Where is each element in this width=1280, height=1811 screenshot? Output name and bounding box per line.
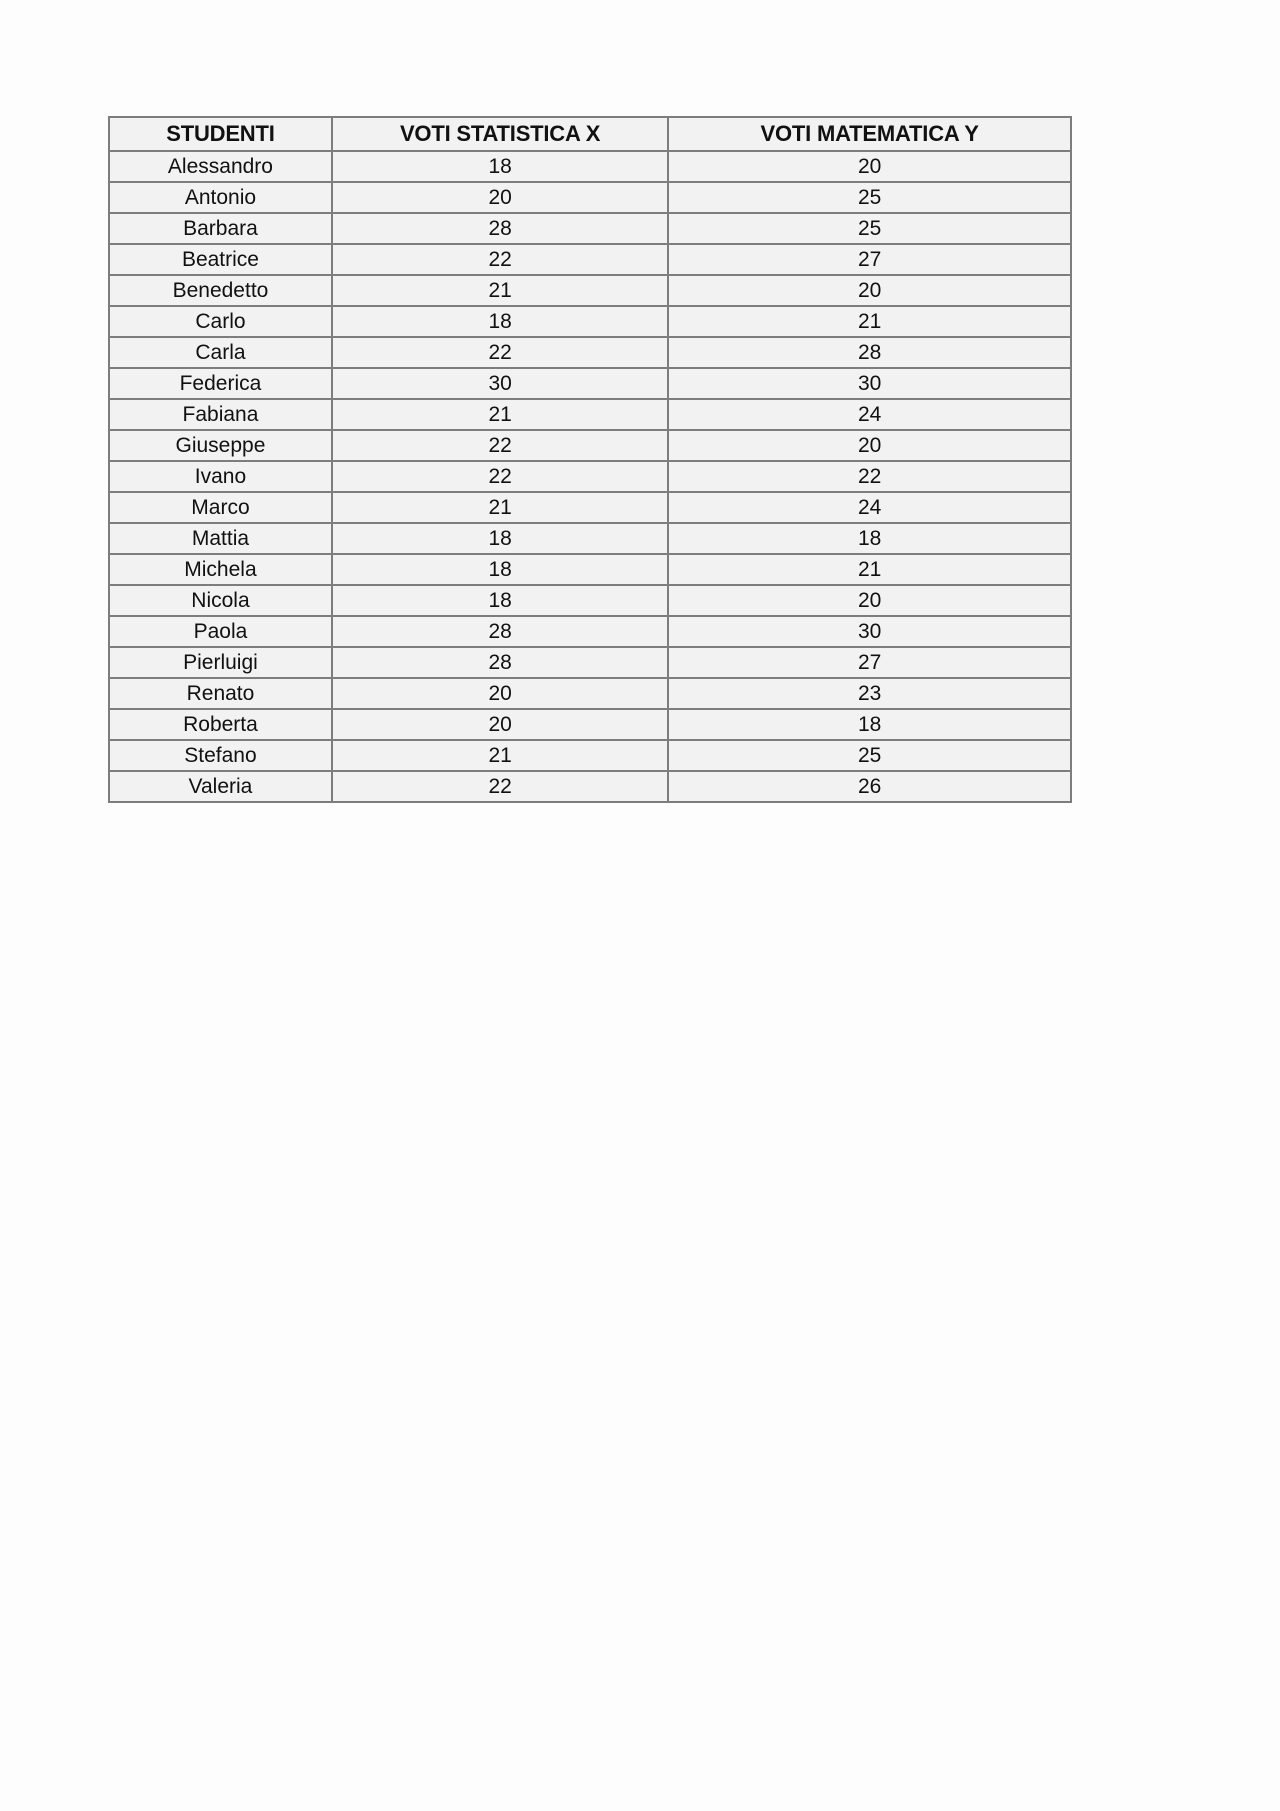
statistica-grade-cell: 28 — [332, 616, 668, 647]
statistica-grade-cell: 21 — [332, 740, 668, 771]
grades-table — [108, 116, 1072, 803]
student-name-cell: Nicola — [109, 585, 332, 616]
matematica-grade-cell: 18 — [668, 523, 1071, 554]
matematica-grade-cell: 20 — [668, 151, 1071, 182]
student-name-cell: Carla — [109, 337, 332, 368]
statistica-grade-cell: 20 — [332, 709, 668, 740]
table-row — [109, 368, 1071, 399]
table-row — [109, 306, 1071, 337]
header-voti-matematica: VOTI MATEMATICA Y — [668, 117, 1071, 151]
matematica-grade-cell: 26 — [668, 771, 1071, 802]
table-row — [109, 275, 1071, 306]
table-row — [109, 647, 1071, 678]
statistica-grade-cell: 28 — [332, 647, 668, 678]
table-body — [109, 151, 1071, 802]
statistica-grade-cell: 22 — [332, 244, 668, 275]
statistica-grade-cell: 21 — [332, 399, 668, 430]
matematica-grade-cell: 21 — [668, 554, 1071, 585]
statistica-grade-cell: 18 — [332, 523, 668, 554]
student-name-cell: Marco — [109, 492, 332, 523]
matematica-grade-cell: 21 — [668, 306, 1071, 337]
statistica-grade-cell: 18 — [332, 554, 668, 585]
statistica-grade-cell: 22 — [332, 461, 668, 492]
table-row — [109, 492, 1071, 523]
student-name-cell: Renato — [109, 678, 332, 709]
matematica-grade-cell: 27 — [668, 244, 1071, 275]
matematica-grade-cell: 28 — [668, 337, 1071, 368]
statistica-grade-cell: 18 — [332, 306, 668, 337]
statistica-grade-cell: 21 — [332, 492, 668, 523]
matematica-grade-cell: 23 — [668, 678, 1071, 709]
matematica-grade-cell: 24 — [668, 492, 1071, 523]
matematica-grade-cell: 30 — [668, 616, 1071, 647]
matematica-grade-cell: 25 — [668, 213, 1071, 244]
header-voti-statistica: VOTI STATISTICA X — [332, 117, 668, 151]
student-name-cell: Alessandro — [109, 151, 332, 182]
statistica-grade-cell: 30 — [332, 368, 668, 399]
table-row — [109, 182, 1071, 213]
table-row — [109, 151, 1071, 182]
table-row — [109, 616, 1071, 647]
statistica-grade-cell: 21 — [332, 275, 668, 306]
table-row — [109, 709, 1071, 740]
table-row — [109, 430, 1071, 461]
matematica-grade-cell: 22 — [668, 461, 1071, 492]
matematica-grade-cell: 30 — [668, 368, 1071, 399]
table-row — [109, 585, 1071, 616]
student-name-cell: Ivano — [109, 461, 332, 492]
statistica-grade-cell: 18 — [332, 585, 668, 616]
statistica-grade-cell: 22 — [332, 337, 668, 368]
student-name-cell: Paola — [109, 616, 332, 647]
student-name-cell: Beatrice — [109, 244, 332, 275]
matematica-grade-cell: 25 — [668, 740, 1071, 771]
student-name-cell: Giuseppe — [109, 430, 332, 461]
table-row — [109, 213, 1071, 244]
table-row — [109, 399, 1071, 430]
student-name-cell: Barbara — [109, 213, 332, 244]
matematica-grade-cell: 24 — [668, 399, 1071, 430]
statistica-grade-cell: 20 — [332, 182, 668, 213]
matematica-grade-cell: 20 — [668, 430, 1071, 461]
table-row — [109, 461, 1071, 492]
student-name-cell: Pierluigi — [109, 647, 332, 678]
matematica-grade-cell: 20 — [668, 585, 1071, 616]
student-name-cell: Antonio — [109, 182, 332, 213]
student-name-cell: Carlo — [109, 306, 332, 337]
table-row — [109, 523, 1071, 554]
statistica-grade-cell: 28 — [332, 213, 668, 244]
header-studenti: STUDENTI — [109, 117, 332, 151]
statistica-grade-cell: 20 — [332, 678, 668, 709]
table-row — [109, 244, 1071, 275]
student-name-cell: Valeria — [109, 771, 332, 802]
table-row — [109, 771, 1071, 802]
statistica-grade-cell: 22 — [332, 430, 668, 461]
table-row — [109, 554, 1071, 585]
student-name-cell: Federica — [109, 368, 332, 399]
matematica-grade-cell: 20 — [668, 275, 1071, 306]
student-name-cell: Michela — [109, 554, 332, 585]
matematica-grade-cell: 18 — [668, 709, 1071, 740]
table-row — [109, 678, 1071, 709]
student-name-cell: Fabiana — [109, 399, 332, 430]
statistica-grade-cell: 22 — [332, 771, 668, 802]
student-name-cell: Stefano — [109, 740, 332, 771]
matematica-grade-cell: 27 — [668, 647, 1071, 678]
statistica-grade-cell: 18 — [332, 151, 668, 182]
student-name-cell: Mattia — [109, 523, 332, 554]
student-name-cell: Roberta — [109, 709, 332, 740]
table-row — [109, 337, 1071, 368]
student-name-cell: Benedetto — [109, 275, 332, 306]
matematica-grade-cell: 25 — [668, 182, 1071, 213]
table-row — [109, 740, 1071, 771]
table-header-row — [109, 117, 1071, 151]
